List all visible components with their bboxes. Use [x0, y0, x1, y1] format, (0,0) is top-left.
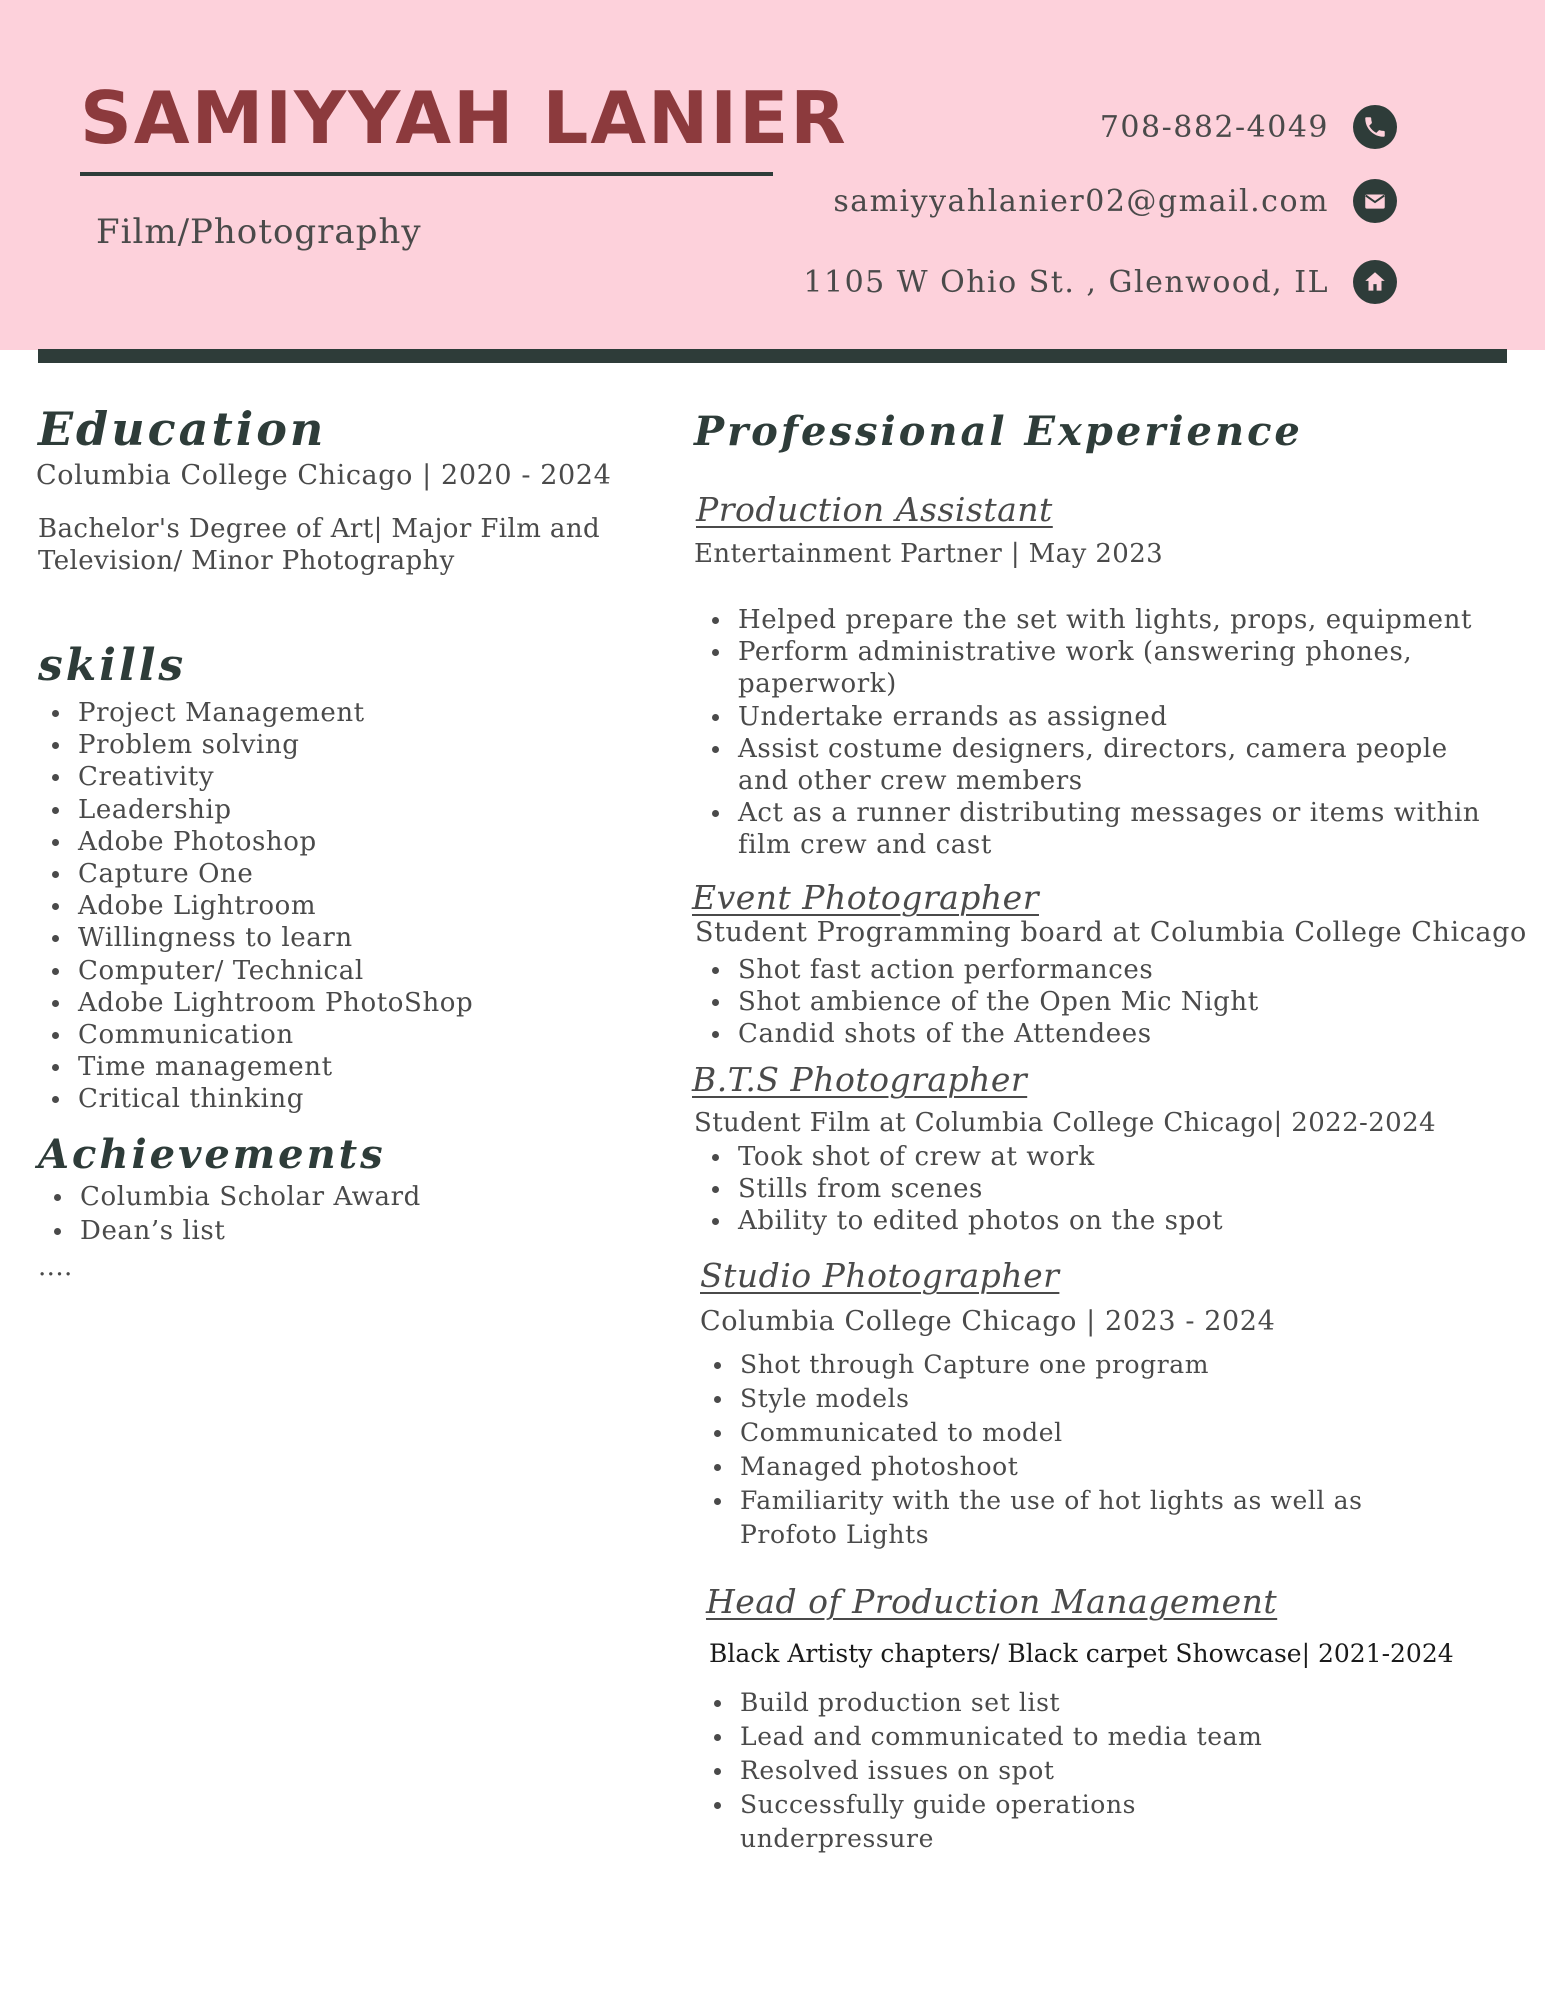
contact-phone: [1100, 104, 1397, 150]
experience-heading: Professional Experience: [694, 408, 1303, 455]
skill-item: Adobe Lightroom PhotoShop: [38, 987, 473, 1019]
achievements-list: [40, 1180, 421, 1248]
job-bullets-head-of-production: [700, 1686, 1262, 1856]
skill-item: Project Management: [38, 697, 473, 729]
skill-item: Critical thinking: [38, 1083, 473, 1115]
job-bullet: Stills from scenes: [698, 1173, 1223, 1205]
education-degree-line1: Bachelor's Degree of Art| Major Film and: [38, 514, 601, 544]
skill-item: Computer/ Technical: [38, 955, 473, 987]
job-subtitle: Columbia College Chicago | 2023 - 2024: [700, 1306, 1276, 1337]
skill-item: Creativity: [38, 761, 473, 793]
header-divider: [38, 349, 1507, 363]
job-bullet: Act as a runner distributing messages or items within: [698, 797, 1480, 829]
skill-item: Leadership: [38, 794, 473, 826]
job-bullet: Assist costume designers, directors, camera people: [698, 733, 1480, 765]
job-bullet: Shot through Capture one program: [700, 1348, 1363, 1382]
skill-item: Capture One: [38, 858, 473, 890]
skill-item: Adobe Photoshop: [38, 826, 473, 858]
job-bullet-continuation: Profoto Lights: [740, 1520, 930, 1549]
job-subtitle: Student Film at Columbia College Chicago| 2022-2024: [694, 1108, 1437, 1138]
skills-list: [38, 697, 473, 1115]
job-bullet: Lead and communicated to media team: [700, 1720, 1262, 1754]
job-bullets-production-assistant: [698, 604, 1480, 862]
job-bullet: Ability to edited photos on the spot: [698, 1205, 1223, 1237]
job-bullet: Helped prepare the set with lights, props, equipment: [698, 604, 1480, 636]
job-title-head-of-production: Head of Production Management: [706, 1582, 1278, 1621]
education-school: Columbia College Chicago | 2020 - 2024: [36, 460, 612, 491]
job-subtitle: Entertainment Partner | May 2023: [694, 539, 1164, 569]
job-bullets-event-photographer: [698, 954, 1259, 1051]
contact-address: [803, 259, 1397, 305]
job-subtitle: Black Artisty chapters/ Black carpet Showcase| 2021-2024: [709, 1639, 1454, 1668]
education-heading: Education: [38, 402, 327, 456]
email-text[interactable]: samiyyahlanier02@gmail.com: [833, 183, 1329, 219]
job-bullet-continuation: underpressure: [740, 1824, 935, 1853]
job-bullet: Resolved issues on spot: [700, 1754, 1262, 1788]
mail-icon: [1353, 179, 1397, 223]
address-text: 1105 W Ohio St. , Glenwood, IL: [803, 264, 1329, 300]
job-bullet: Undertake errands as assigned: [698, 701, 1480, 733]
job-subtitle: Student Programming board at Columbia College Chicago: [695, 917, 1527, 948]
job-bullet: Communicated to model: [700, 1416, 1363, 1450]
achievements-ellipsis: ....: [38, 1252, 73, 1282]
job-title-event-photographer: Event Photographer: [692, 878, 1039, 917]
job-title-production-assistant: Production Assistant: [696, 490, 1053, 529]
contact-email: [833, 178, 1397, 224]
phone-icon: [1353, 105, 1397, 149]
name-underline: [80, 172, 773, 176]
achievement-item: Columbia Scholar Award: [40, 1180, 421, 1214]
job-bullet: Successfully guide operations: [700, 1788, 1262, 1822]
job-bullet: Managed photoshoot: [700, 1450, 1363, 1484]
candidate-name: SAMIYYAH LANIER: [80, 76, 848, 160]
job-bullet: Shot ambience of the Open Mic Night: [698, 986, 1259, 1018]
skill-item: Willingness to learn: [38, 922, 473, 954]
skill-item: Problem solving: [38, 729, 473, 761]
phone-text[interactable]: 708-882-4049: [1099, 109, 1329, 145]
job-title-studio-photographer: Studio Photographer: [700, 1256, 1060, 1295]
job-bullet: Took shot of crew at work: [698, 1141, 1223, 1173]
job-bullets-bts-photographer: [698, 1141, 1223, 1238]
job-title-bts-photographer: B.T.S Photographer: [692, 1060, 1028, 1099]
job-bullet-continuation: paperwork): [738, 669, 897, 700]
education-degree-line2: Television/ Minor Photography: [38, 546, 455, 576]
job-bullet: Perform administrative work (answering phones,: [698, 636, 1480, 668]
skill-item: Communication: [38, 1019, 473, 1051]
job-bullet: Familiarity with the use of hot lights as well as: [700, 1484, 1363, 1518]
achievement-item: Dean’s list: [40, 1214, 421, 1248]
job-bullet-continuation: film crew and cast: [738, 830, 992, 861]
header-banner: [0, 0, 1545, 350]
job-bullet: Build production set list: [700, 1686, 1262, 1720]
skill-item: Adobe Lightroom: [38, 890, 473, 922]
achievements-heading: Achievements: [38, 1131, 386, 1178]
job-bullets-studio-photographer: [700, 1348, 1363, 1552]
skills-heading: skills: [38, 640, 187, 691]
skill-item: Time management: [38, 1051, 473, 1083]
job-field-subtitle: Film/Photography: [96, 212, 422, 252]
home-icon: [1353, 260, 1397, 304]
job-bullet: Candid shots of the Attendees: [698, 1018, 1259, 1050]
job-bullet: Style models: [700, 1382, 1363, 1416]
job-bullet: Shot fast action performances: [698, 954, 1259, 986]
job-bullet-continuation: and other crew members: [738, 765, 1083, 796]
